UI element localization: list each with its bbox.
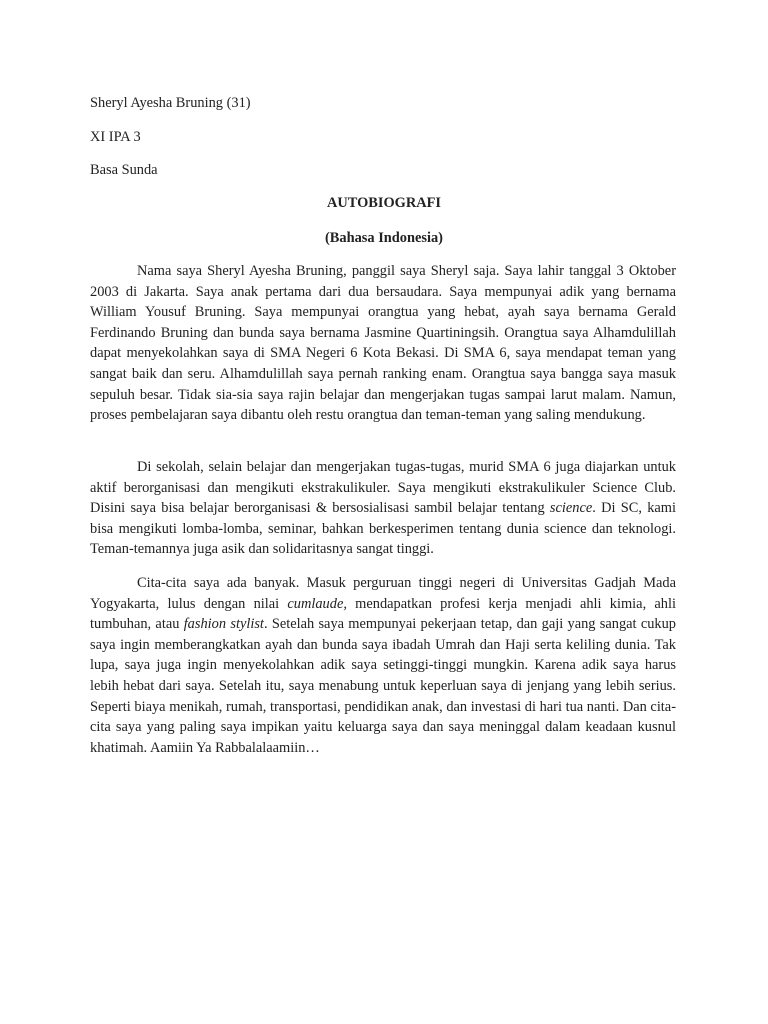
paragraph-1	[90, 261, 676, 426]
paragraph-3-part-a: Cita-cita saya ada banyak. Masuk perguruan tinggi negeri di Universitas Gadjah Mada Yogyakarta, lulus dengan nilai	[90, 575, 676, 612]
paragraph-2-text	[90, 457, 676, 560]
paragraph-2-part-b: . Di SC, kami bisa mengikuti lomba-lomba, seminar, bahkan berkesperimen tentang dunia science dan teknologi. Teman-temannya juga asik dan solidaritasnya sangat tinggi.	[90, 500, 676, 558]
paragraph-3-text	[90, 573, 676, 758]
paragraph-2-emphasis: science	[549, 500, 593, 517]
paragraph-2	[90, 457, 676, 560]
paragraph-1-text: Nama saya Sheryl Ayesha Bruning, panggil saya Sheryl saja. Saya lahir tanggal 3 Oktober 2003 di Jakarta. Saya anak pertama dari dua bersaudara. Saya mempunyai adik yang bernama William Yousuf Bruning. Saya mempunyai orangtua yang hebat, ayah saya bernama Gerald Ferdinando Bruning dan bunda saya bernama Jasmine Quartiningsih. Orangtua saya Alhamdulillah dapat menyekolahkan saya di SMA Negeri 6 Kota Bekasi. Di SMA 6, saya mendapat teman yang sangat baik dan seru. Alhamdulillah saya pernah ranking enam. Orangtua saya bangga saya masuk sepuluh besar. Tidak sia-sia saya rajin belajar dan mengerjakan tugas sampai larut malam. Namun, proses pembelajaran saya dibantu oleh restu orangtua dan teman-teman yang saling mendukung.	[90, 263, 676, 424]
author-name: Sheryl Ayesha Bruning (31)	[90, 95, 251, 111]
subject-line: Basa Sunda	[90, 162, 158, 178]
document-title: AUTOBIOGRAFI	[326, 195, 442, 211]
paragraph-2-part-a: Di sekolah, selain belajar dan mengerjakan tugas-tugas, murid SMA 6 juga diajarkan untuk aktif berorganisasi dan mengikuti ekstrakulikuler. Saya mengikuti ekstrakulikuler Science Club. Disini saya bisa belajar berorganisasi & bersosialisasi sambil belajar tentang	[90, 459, 676, 517]
paragraph-3	[90, 573, 676, 758]
paragraph-3-part-c: . Setelah saya mempunyai pekerjaan tetap, dan gaji yang sangat cukup saya ingin memberangkatkan ayah dan bunda saya ibadah Umrah dan Haji serta keliling dunia. Tak lupa, saya juga ingin menyekolahkan adik saya setinggi-tinggi mungkin. Karena adik saya harus lebih hebat dari saya. Setelah itu, saya menabung untuk keperluan saya di jenjang yang lebih serius. Seperti biaya menikah, rumah, transportasi, pendidikan anak, dan investasi di hari tua nanti. Dan cita-cita saya yang paling saya impikan yaitu keluarga saya dan saya meninggal dalam keadaan kusnul khatimah. Aamiin Ya Rabbalalaamiin…	[90, 616, 676, 756]
paragraph-3-emphasis-1: cumlaude,	[287, 595, 347, 612]
author-class: XI IPA 3	[90, 129, 141, 145]
paragraph-3-part-b: mendapatkan profesi kerja menjadi ahli kimia, ahli tumbuhan, atau	[90, 595, 676, 633]
paragraph-3-emphasis-2: fashion stylist	[183, 616, 264, 633]
document-subtitle: (Bahasa Indonesia)	[325, 230, 443, 246]
